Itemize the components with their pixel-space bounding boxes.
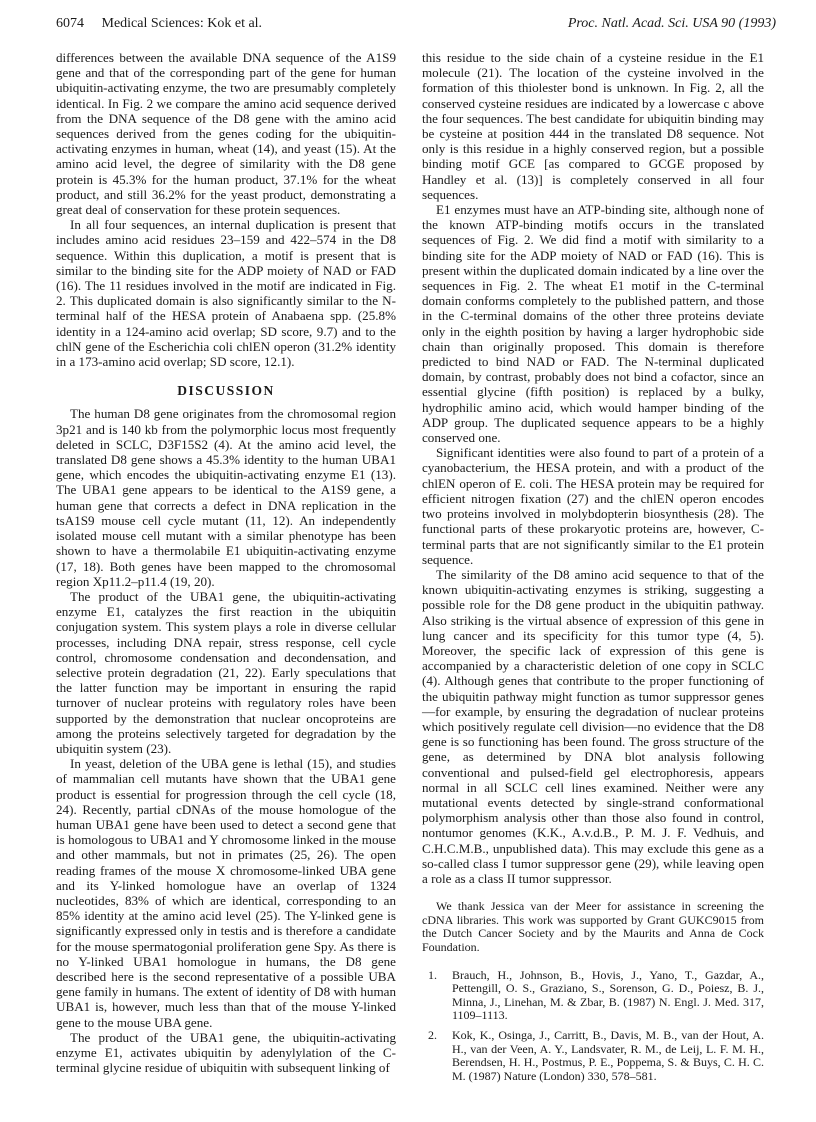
right-column — [422, 50, 764, 1089]
paragraph: E1 enzymes must have an ATP-binding site, although none of the known ATP-binding motifs occurs in the translated sequences of Fig. 2. We did find a motif with similarity to a binding site for the ADP moiety of NAD or FAD (16). This is present within the duplicated domain indicated by a line over the sequences in Fig. 2. The wheat E1 motif in the C-terminal domain conforms completely to the published pattern, and those in the C-terminal domains of the other three proteins deviate only in the eighth position by having a larger hydrophobic side chain than originally proposed. This domain is therefore predicted to bind NAD or FAD. The N-terminal duplicated domain, by contrast, probably does not bind a cofactor, since an essential glycine (fifth position) is replaced by a bulky, hydrophilic amino acid, which would hamper binding of the ADP group. The duplicated sequence appears to be a highly conserved one. — [422, 202, 764, 446]
left-column — [56, 50, 396, 1075]
reference-number: 1. — [428, 967, 437, 982]
reference-item — [422, 1029, 764, 1083]
page-number: 6074 — [56, 16, 84, 31]
reference-text: Brauch, H., Johnson, B., Hovis, J., Yano, T., Gazdar, A., Pettengill, O. S., Graziano, S., Sorenson, G. D., Poiesz, B. J., Minna, J., Linehan, M. & Zbar, B. (1987) N. Engl. J. Med. 317, 1109–1113. — [452, 967, 764, 1023]
reference-item — [422, 969, 764, 1023]
paragraph: The similarity of the D8 amino acid sequence to that of the known ubiquitin-activating enzymes is striking, suggesting a possible role for the D8 gene product in the ubiquitin pathway. Also striking is the virtual absence of expression of this gene in lung cancer and its specificity for this tumor type (4, 5). Moreover, the specific lack of expression of this gene is accompanied by a characteristic deletion of one copy in SCLC (4). Although genes that contribute to the proper functioning of the ubiquitin pathway might function as tumor suppressor genes—for example, by ensuring the degradation of nuclear proteins which positively regulate cell division—no evidence that the D8 gene is so functioning has been found. The gross structure of the gene, as determined by DNA blot analysis following conventional and pulsed-field gel electrophoresis, appears normal in all SCLC cell lines examined. Neither were any mutational events detected by single-strand conformational polymorphism analysis other than those also found in control, nontumor genomes (K.K., A.v.d.B., P. M. J. F. Vedhuis, and C.H.C.M.B., unpublished data). This may exclude this gene as a so-called class I tumor suppressor gene (29), while leaving open a role as a class II tumor suppressor. — [422, 566, 764, 886]
journal-citation: Proc. Natl. Acad. Sci. USA 90 (1993) — [567, 16, 776, 31]
paragraph: The product of the UBA1 gene, the ubiquitin-activating enzyme E1, activates ubiquitin by adenylylation of the C-terminal glycine residue of ubiquitin with subsequent linking of — [56, 1029, 396, 1076]
paragraph: differences between the available DNA sequence of the A1S9 gene and that of the corresponding part of the gene for human ubiquitin-activating enzyme, the two are presumably completely identical. In Fig. 2 we compare the amino acid sequence derived from the DNA sequence of the D8 gene with the amino acid sequences derived from the genes coding for the ubiquitin-activating enzymes in human, wheat (14), and yeast (15). At the amino acid level, the degree of similarity with the D8 gene protein is 45.3% for the human product, 37.1% for the wheat product, and still 36.2% for the yeast product, demonstrating a great deal of conservation for these protein sequences. — [56, 50, 396, 218]
section-heading: DISCUSSION — [177, 383, 275, 399]
paragraph: In all four sequences, an internal duplication is present that includes amino acid residues 23–159 and 422–574 in the D8 sequence. Within this duplication, a motif is present that is similar to the binding site for the ADP moiety of NAD or FAD (16). The 11 residues involved in the motif are indicated in Fig. 2. This duplicated domain is also significantly similar to the N-terminal half of the HESA protein of Anabaena spp. (25.8% identity in a 124-amino acid overlap; SD score, 9.7) and to the chlN gene of the Escherichia coli chlEN operon (31.2% identity in a 173-amino acid overlap; SD score, 12.1). — [56, 217, 396, 370]
paragraph: The human D8 gene originates from the chromosomal region 3p21 and is 140 kb from the polymorphic locus most frequently deleted in SCLC, D3F15S2 (4). At the amino acid level, the translated D8 gene shows a 45.3% identity to the human UBA1 gene, which encodes the ubiquitin-activating enzyme E1 (13). The UBA1 gene appears to be identical to the A1S9 gene, a human gene that corrects a defect in DNA replication in the tsA1S9 mouse cell cycle mutant (11, 12). An independently isolated mouse cell mutant with a similar phenotype has been shown to have a thermolabile E1 ubiquitin-activating enzyme (17, 18). Both genes have been mapped to the chromosomal region Xp11.2–p11.4 (19, 20). — [56, 406, 396, 589]
header-left — [56, 16, 262, 32]
acknowledgment: We thank Jessica van der Meer for assistance in screening the cDNA libraries. This work was supported by Grant GUKC9015 from the Dutch Cancer Society and by the Maurits and Anna de Cock Foundation. — [422, 899, 764, 954]
paragraph: Significant identities were also found to part of a protein of a cyanobacterium, the HESA protein, and with a product of the chlEN operon of E. coli. The HESA protein may be required for efficient nitrogen fixation (27) and the chlEN operon encodes two proteins involved in molybdopterin biosynthesis (28). The functional parts of these prokaryotic proteins are, however, C-terminal parts that are not significantly similar to the E1 protein sequence. — [422, 445, 764, 567]
reference-list — [422, 969, 764, 1084]
paragraph: this residue to the side chain of a cysteine residue in the E1 molecule (21). The location of the cysteine involved in the formation of this thiolester bond is unknown. In Fig. 2, all the conserved cysteine residues are indicated by a lowercase c above the four sequences. The best candidate for ubiquitin binding may be cysteine at position 444 in the translated D8 sequence. Not only is this residue in a highly conserved region, but a possible binding motif GCE [as compared to GCGE proposed by Handley et al. (13)] is completely conserved in all four sequences. — [422, 50, 764, 202]
section-author: Medical Sciences: Kok et al. — [101, 16, 263, 31]
reference-text: Kok, K., Osinga, J., Carritt, B., Davis, M. B., van der Hout, A. H., van der Veen, A. Y., Landsvater, R. M., de Leij, L. F. M. H., Berendsen, H. H., Postmus, P. E., Poppema, S. & Buys, C. H. C. M. (1987) Nature (London) 330, 578–581. — [452, 1027, 764, 1083]
page-header — [56, 16, 776, 36]
reference-number: 2. — [428, 1027, 437, 1042]
paragraph: The product of the UBA1 gene, the ubiquitin-activating enzyme E1, catalyzes the first reaction in the ubiquitin conjugation system. This system plays a role in diverse cellular processes, including DNA repair, stress response, cell cycle control, chromosome condensation and decondensation, and selective protein degradation (21, 22). Early speculations that the latter function may be important in ensuring the rapid turnover of nuclear proteins with regulatory roles have been supported by the demonstration that nuclear oncoproteins are among the proteins selectively targeted for degradation by the ubiquitin system (23). — [56, 588, 396, 756]
paragraph: In yeast, deletion of the UBA gene is lethal (15), and studies of mammalian cell mutants have shown that the UBA1 gene product is essential for progression through the cell cycle (18, 24). Recently, partial cDNAs of the mouse homologue of the human UBA1 gene have been used to detect a second gene that is homologous to UBA1 and Y chromosome linked in the mouse and other mammals, but not in primates (25, 26). The open reading frames of the mouse X chromosome-linked UBA gene and its Y-linked homologue have an overlap of 1324 nucleotides, 83% of which are identical, corresponding to an 85% identity at the amino acid level (25). The Y-linked gene is significantly expressed only in testis and is therefore a candidate for the mouse spermatogonial proliferation gene Spy. As there is no Y-linked UBA1 homologue in humans, the D8 gene described here is the second representative of a possible UBA gene family in humans. The extent of identity of D8 with human UBA1 is, however, much less than that of the mouse Y-linked gene to the mouse UBA gene. — [56, 756, 396, 1030]
